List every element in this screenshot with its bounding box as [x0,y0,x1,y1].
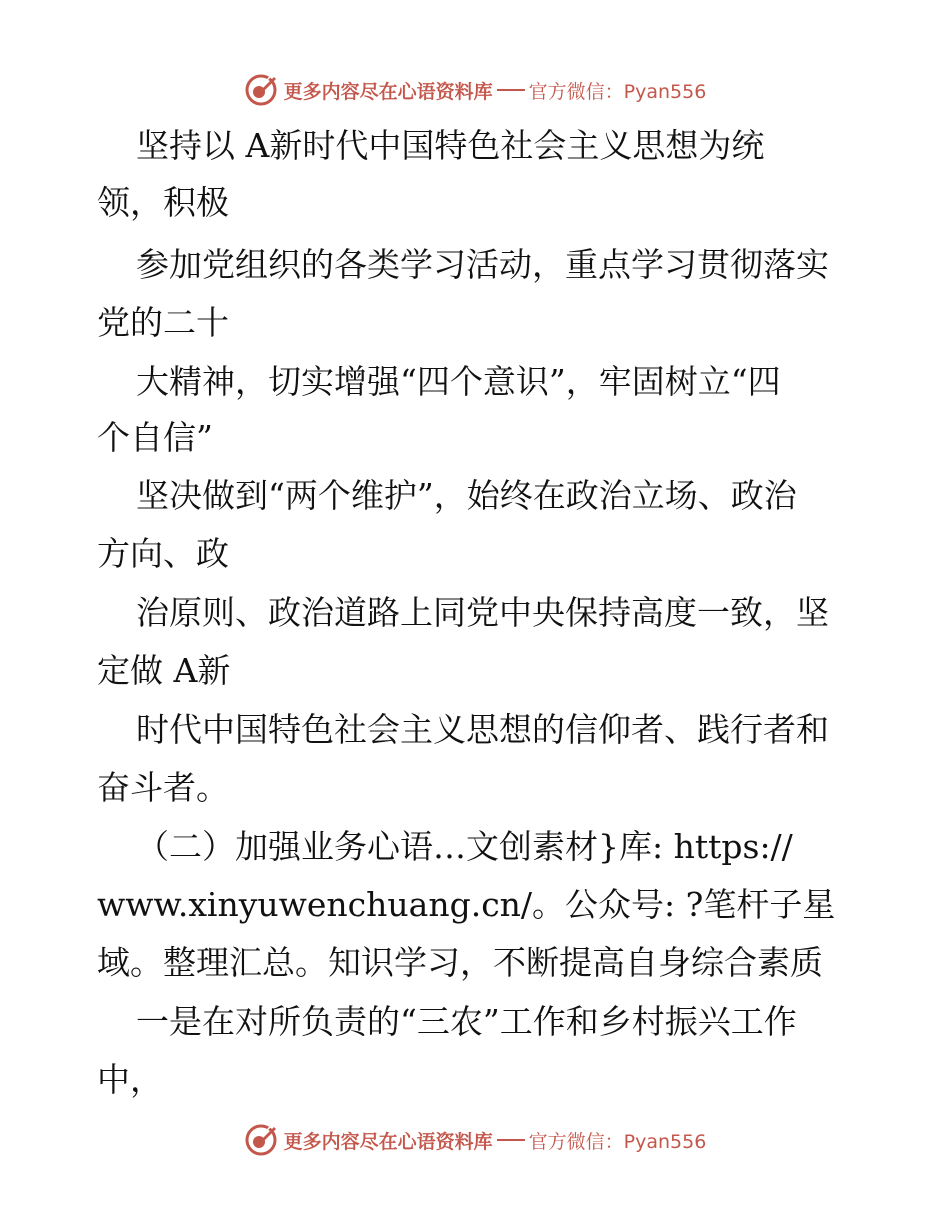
wechat-id: 官方微信：Pyan556 [528,80,707,103]
text-line: 时代中国特色社会主义思想的信仰者、践行者和 [136,710,829,749]
text-line: 域。整理汇总。知识学习，不断提高自身综合素质 [97,943,823,982]
site-name: 更多内容尽在心语资料库 [283,80,493,103]
wechat-id: 官方微信：Pyan556 [528,1130,707,1153]
pen-logo-icon [244,1123,278,1157]
header-banner [0,70,950,110]
text-line: 方向、政 [97,534,229,573]
text-line: 奋斗者。 [97,768,229,807]
text-line: 党的二十 [97,303,229,342]
text-line: 参加党组织的各类学习活动，重点学习贯彻落实 [136,245,829,284]
text-line: 定做 A新 [97,651,231,690]
text-line: 坚持以 A新时代中国特色社会主义思想为统 [136,126,765,165]
text-line: 个自信” [97,418,213,457]
banner-divider [497,89,525,91]
text-line: www.xinyuwenchuang.cn/。公众号: ?笔杆子星 [97,885,836,924]
text-line: 领，积极 [97,183,229,222]
text-line: （二）加强业务心语…文创素材}库: https:// [136,827,793,866]
text-line: 一是在对所负责的“三农”工作和乡村振兴工作 [136,1002,797,1041]
site-name: 更多内容尽在心语资料库 [283,1130,493,1153]
text-line: 治原则、政治道路上同党中央保持高度一致，坚 [136,593,829,632]
pen-logo-icon [244,73,278,107]
text-line: 大精神，切实增强“四个意识”，牢固树立“四 [136,362,781,401]
text-line: 中， [97,1060,163,1099]
text-line: 坚决做到“两个维护”，始终在政治立场、政治 [136,476,797,515]
banner-divider [497,1139,525,1141]
footer-banner [0,1120,950,1160]
